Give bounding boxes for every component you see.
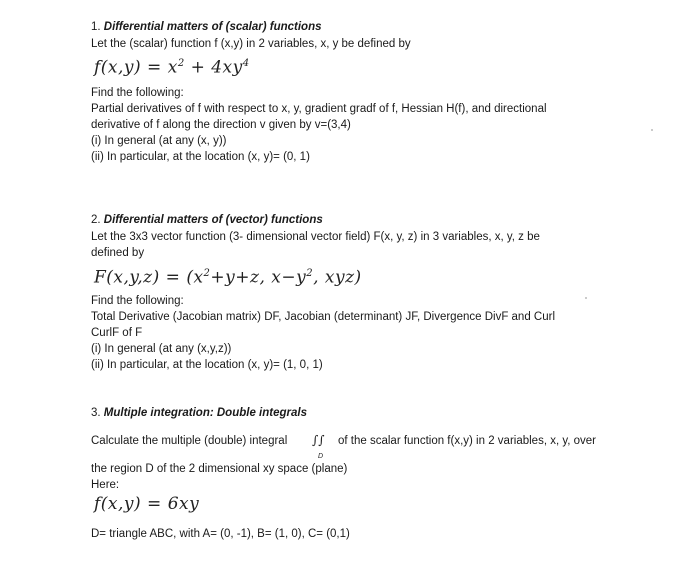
q2-formula-exp2: 2 <box>306 268 314 279</box>
q3-heading <box>91 406 307 422</box>
q3-region-line: the region D of the 2 dimensional xy space (plane) <box>91 463 348 475</box>
q2-formula-part3: , xyz) <box>313 267 362 288</box>
q1-desc-line1: Partial derivatives of f with respect to x, y, gradient gradf of f, Hessian H(f), and directional <box>91 103 547 115</box>
q1-number: 1. <box>91 21 101 33</box>
q2-title: Differential matters of (vector) functions <box>103 214 323 226</box>
q3-integral-symbol: ∫∫ <box>312 433 325 447</box>
q1-heading <box>91 20 322 36</box>
q1-formula-exp1: 2 <box>177 58 185 69</box>
q1-formula <box>94 56 250 76</box>
q3-number: 3. <box>91 407 101 419</box>
q2-formula-part2: +y+z, x−y <box>210 267 307 288</box>
q1-formula-x: x <box>167 57 178 78</box>
q1-item-ii: (ii) In particular, at the location (x, y)= (0, 1) <box>91 151 310 163</box>
q3-triangle: D= triangle ABC, with A= (0, -1), B= (1, 0), C= (0,1) <box>91 528 350 540</box>
q3-here: Here: <box>91 479 120 491</box>
q2-intro-line1: Let the 3x3 vector function (3- dimensional vector field) F(x, y, z) in 3 variables, x, y, z be <box>91 231 540 243</box>
q1-intro: Let the (scalar) function f (x,y) in 2 variables, x, y be defined by <box>91 38 411 50</box>
scan-speck <box>651 129 653 131</box>
q2-item-ii: (ii) In particular, at the location (x, y)= (1, 0, 1) <box>91 359 323 371</box>
q1-title: Differential matters of (scalar) functions <box>103 21 322 33</box>
q2-formula-exp1: 2 <box>203 268 211 279</box>
q3-title: Multiple integration: Double integrals <box>103 407 307 419</box>
q1-formula-lhs: f(x,y) = <box>94 57 168 78</box>
q2-formula <box>94 266 362 286</box>
q3-formula: f(x,y) = 6xy <box>94 494 200 514</box>
q3-calc-before: Calculate the multiple (double) integral <box>91 435 288 447</box>
q1-item-i: (i) In general (at any (x, y)) <box>91 135 227 147</box>
q1-find: Find the following: <box>91 87 184 99</box>
q2-intro-line2: defined by <box>91 247 145 259</box>
q2-item-i: (i) In general (at any (x,y,z)) <box>91 343 232 355</box>
q2-number: 2. <box>91 214 101 226</box>
q2-desc-line2: CurlF of F <box>91 327 143 339</box>
q2-desc-line1: Total Derivative (Jacobian matrix) DF, Jacobian (determinant) JF, Divergence DivF and Curl <box>91 311 556 323</box>
q3-integral-sub: D <box>318 453 324 460</box>
q1-formula-exp2: 4 <box>242 58 250 69</box>
q2-find: Find the following: <box>91 295 184 307</box>
q2-formula-lhs: F(x,y,z) = <box>94 267 187 288</box>
q3-calc-after: of the scalar function f(x,y) in 2 variables, x, y, over <box>338 435 597 447</box>
q1-desc-line2: derivative of f along the direction v given by v=(3,4) <box>91 119 351 131</box>
scan-speck <box>585 297 587 299</box>
q2-heading <box>91 213 323 229</box>
q2-formula-part1: (x <box>186 267 204 288</box>
q1-formula-term2: + 4xy <box>184 57 243 78</box>
